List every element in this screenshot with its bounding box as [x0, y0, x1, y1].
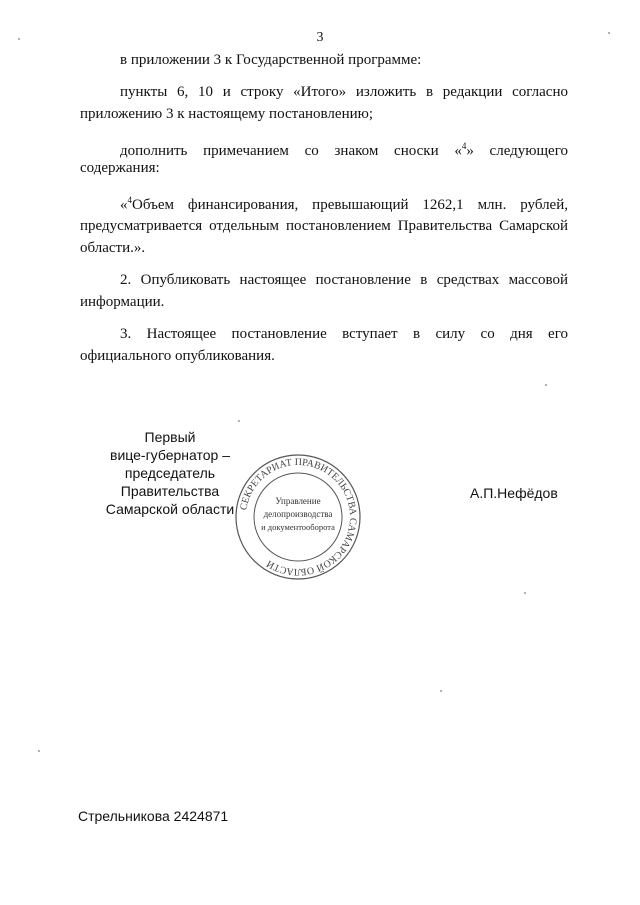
paragraph-quote-line3: области.». — [80, 240, 146, 256]
scan-speck — [38, 750, 40, 752]
stamp-center-line3: и документооборота — [261, 522, 335, 532]
paragraph-effect-line2: официального опубликования. — [80, 348, 275, 364]
signature-line-1: Первый — [144, 429, 196, 445]
signer-name: А.П.Нефёдов — [470, 485, 558, 501]
executor-contact: Стрельникова 2424871 — [78, 808, 229, 824]
stamp-center-line1: Управление — [275, 496, 321, 506]
paragraph-items-line1: пункты 6, 10 и строку «Итого» изложить в редакции согласно — [120, 84, 568, 100]
footnote-text-b: » следующего — [466, 143, 568, 159]
paragraph-footnote-line1 — [120, 132, 568, 165]
footnote-text-a: дополнить примечанием со знаком сноски « — [120, 143, 462, 159]
scan-speck — [608, 32, 610, 34]
stamp-ring-text: СЕКРЕТАРИАТ ПРАВИТЕЛЬСТВА САМАРСКОЙ ОБЛАСТИ — [238, 456, 359, 578]
paragraph-publish-line2: информации. — [80, 294, 165, 310]
signature-line-4: Самарской области — [105, 501, 235, 517]
paragraph-publish-line1: 2. Опубликовать настоящее постановление в средствах массовой — [120, 272, 568, 288]
scan-speck — [440, 690, 442, 692]
quote-sup: 4 — [127, 195, 132, 205]
official-stamp — [228, 452, 368, 582]
signature-line-3: председатель Правительства — [120, 465, 220, 499]
quote-text: Объем финансирования, превышающий 1262,1 млн. рублей, — [132, 197, 568, 213]
scan-speck — [18, 38, 20, 40]
stamp-center-line2: делопроизводства — [263, 509, 333, 519]
scan-speck — [238, 420, 240, 422]
paragraph-footnote-line2: содержания: — [80, 160, 160, 176]
scan-speck — [545, 384, 547, 386]
paragraph-appendix-intro: в приложении 3 к Государственной программе: — [120, 52, 422, 68]
signature-line-2: вице-губернатор – — [110, 447, 230, 463]
footnote-sup: 4 — [461, 141, 467, 151]
paragraph-quote-line2: предусматривается отдельным постановлением Правительства Самарской — [80, 218, 568, 234]
scan-speck — [524, 592, 526, 594]
paragraph-effect-line1: 3. Настоящее постановление вступает в силу со дня его — [120, 326, 568, 342]
quote-open: « — [120, 197, 128, 213]
paragraph-items-line2: приложению 3 к настоящему постановлению; — [80, 106, 373, 122]
page-number: 3 — [316, 30, 324, 45]
